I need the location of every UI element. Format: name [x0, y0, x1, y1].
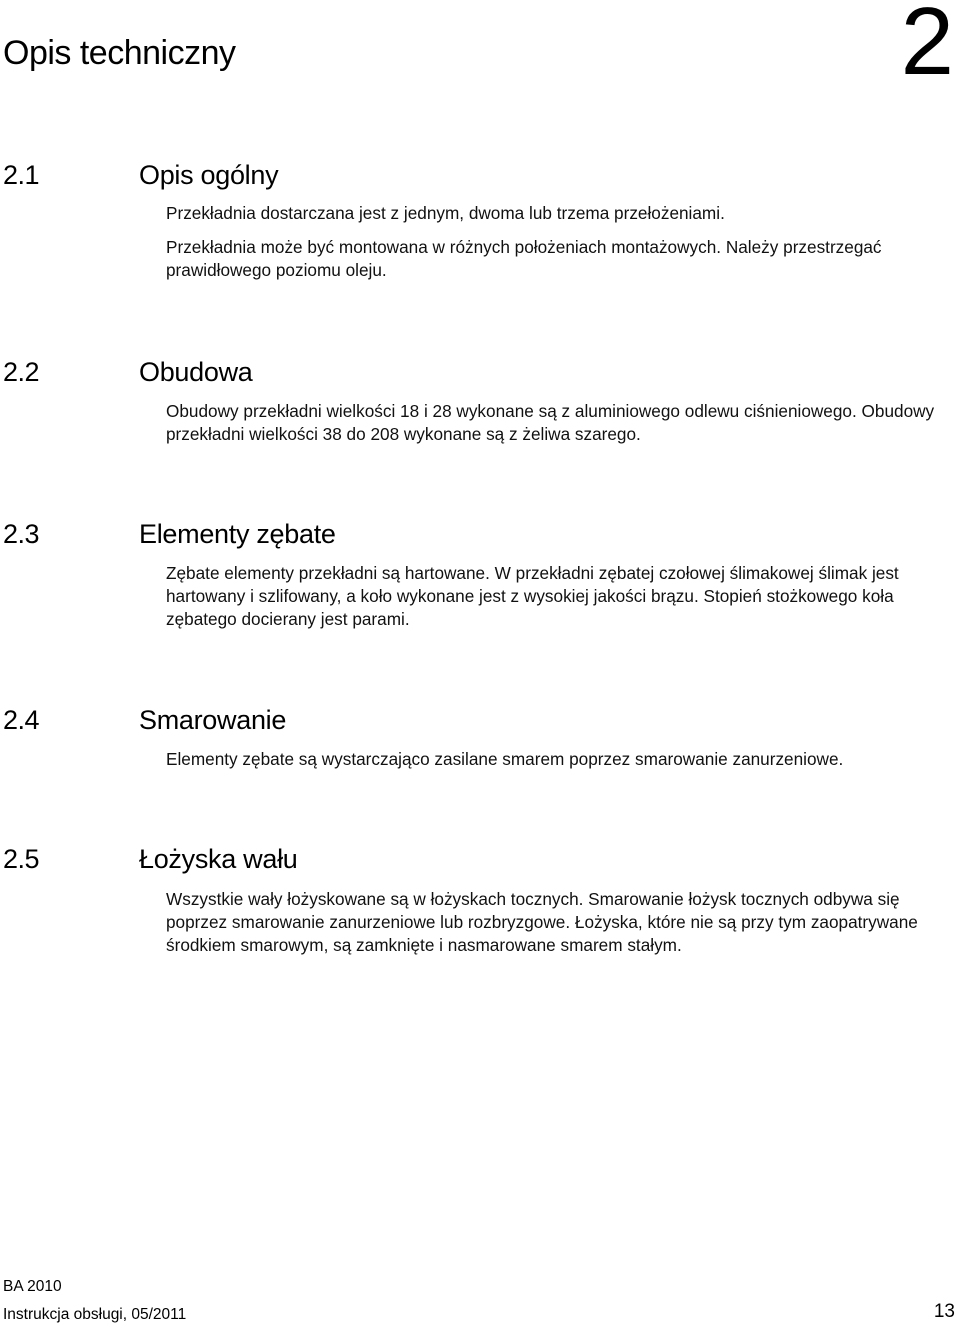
section-number: 2.5 [3, 844, 40, 874]
section-heading [0, 844, 960, 878]
section-paragraph: Elementy zębate są wystarczająco zasilane smarem poprzez smarowanie zanurzeniowe. [166, 749, 844, 769]
section-number: 2.4 [3, 705, 40, 735]
section-number: 2.1 [3, 160, 40, 190]
section-2-5 [0, 844, 960, 957]
section-2-4 [0, 705, 960, 771]
page-number: 13 [933, 1301, 955, 1322]
section-number: 2.2 [3, 357, 40, 387]
section-2-2 [0, 357, 960, 446]
section-paragraph: Obudowy przekładni wielkości 18 i 28 wykonane są z aluminiowego odlewu ciśnieniowego. Obudowy przekładni wielkości 38 do 208 wykonane są z żeliwa szarego. [166, 401, 935, 444]
section-title: Smarowanie [139, 705, 287, 735]
section-paragraph: Zębate elementy przekładni są hartowane. W przekładni zębatej czołowej ślimakowej ślimak jest hartowany i szlifowany, a koło wykonane jest z wysokiej jakości brązu. Stopień stożkowego koła zębatego docierany jest parami. [166, 563, 899, 629]
section-paragraph: Wszystkie wały łożyskowane są w łożyskach tocznych. Smarowanie łożysk tocznych odbywa się poprzez smarowanie zanurzeniowe lub rozbryzgowe. Łożyska, które nie są przy tym zaopatrywane środkiem smarowym, są zamknięte i nasmarowane smarem stałym. [166, 889, 918, 955]
section-title: Łożyska wału [139, 844, 298, 874]
section-number: 2.3 [3, 519, 40, 549]
section-heading [0, 357, 960, 391]
section-paragraph: Przekładnia może być montowana w różnych położeniach montażowych. Należy przestrzegać prawidłowego poziomu oleju. [166, 237, 882, 280]
chapter-title: Opis techniczny [3, 34, 236, 72]
section-2-1 [0, 160, 960, 282]
footer-doc-title: Instrukcja obsługi, 05/2011 [3, 1306, 187, 1323]
section-title: Obudowa [139, 357, 253, 387]
section-heading [0, 705, 960, 739]
section-heading [0, 519, 960, 553]
section-title: Opis ogólny [139, 160, 279, 190]
section-title: Elementy zębate [139, 519, 336, 549]
chapter-number: 2 [900, 0, 952, 95]
section-paragraph: Przekładnia dostarczana jest z jednym, dwoma lub trzema przełożeniami. [166, 203, 725, 223]
section-heading [0, 160, 960, 194]
section-2-3 [0, 519, 960, 631]
footer-doc-code: BA 2010 [3, 1278, 62, 1295]
